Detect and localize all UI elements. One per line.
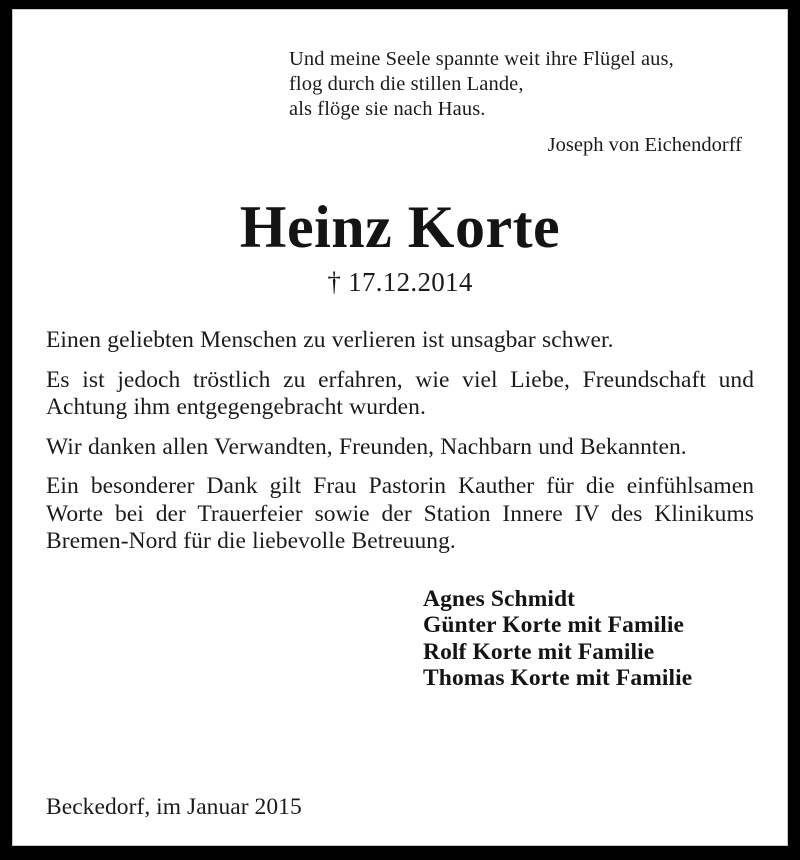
body-paragraph-1: Einen geliebten Menschen zu verlieren ist unsagbar schwer. <box>46 327 614 353</box>
body-paragraph-3: Wir danken allen Verwandten, Freunden, Nachbarn und Bekannten. <box>46 433 687 460</box>
signature-name-4: Thomas Korte mit Familie <box>423 665 693 691</box>
deceased-name: Heinz Korte <box>239 194 561 260</box>
epigraph-line-2: flog durch die stillen Lande, <box>289 73 524 95</box>
epigraph-line-3: als flöge sie nach Haus. <box>289 98 486 120</box>
condolence-body <box>46 327 754 556</box>
signature-name-2: Günter Korte mit Familie <box>423 612 685 638</box>
signature-block <box>46 586 754 692</box>
body-paragraph-2: Es ist jedoch tröstlich zu erfahren, wie viel Liebe, Freundschaft und Achtung ihm entgegengebracht wurden. <box>46 366 754 420</box>
place-and-date: Beckedorf, im Januar 2015 <box>46 794 302 820</box>
obituary-content <box>13 10 787 845</box>
signature-name-1: Agnes Schmidt <box>423 585 576 612</box>
body-paragraph-4: Ein besonderer Dank gilt Frau Pastorin Kauther für die einfühlsamen Worte bei der Trauerfeier sowie der Station Innere IV des Klinikums Bremen-Nord für die liebevolle Betreuung. <box>46 473 754 554</box>
epigraph-line-1: Und meine Seele spannte weit ihre Flügel aus, <box>289 48 674 70</box>
signature-name-3: Rolf Korte mit Familie <box>423 638 655 665</box>
death-date-line: † 17.12.2014 <box>327 267 473 297</box>
obituary-card <box>12 9 788 846</box>
epigraph-author: Joseph von Eichendorff <box>547 134 742 156</box>
epigraph-block <box>289 47 754 158</box>
